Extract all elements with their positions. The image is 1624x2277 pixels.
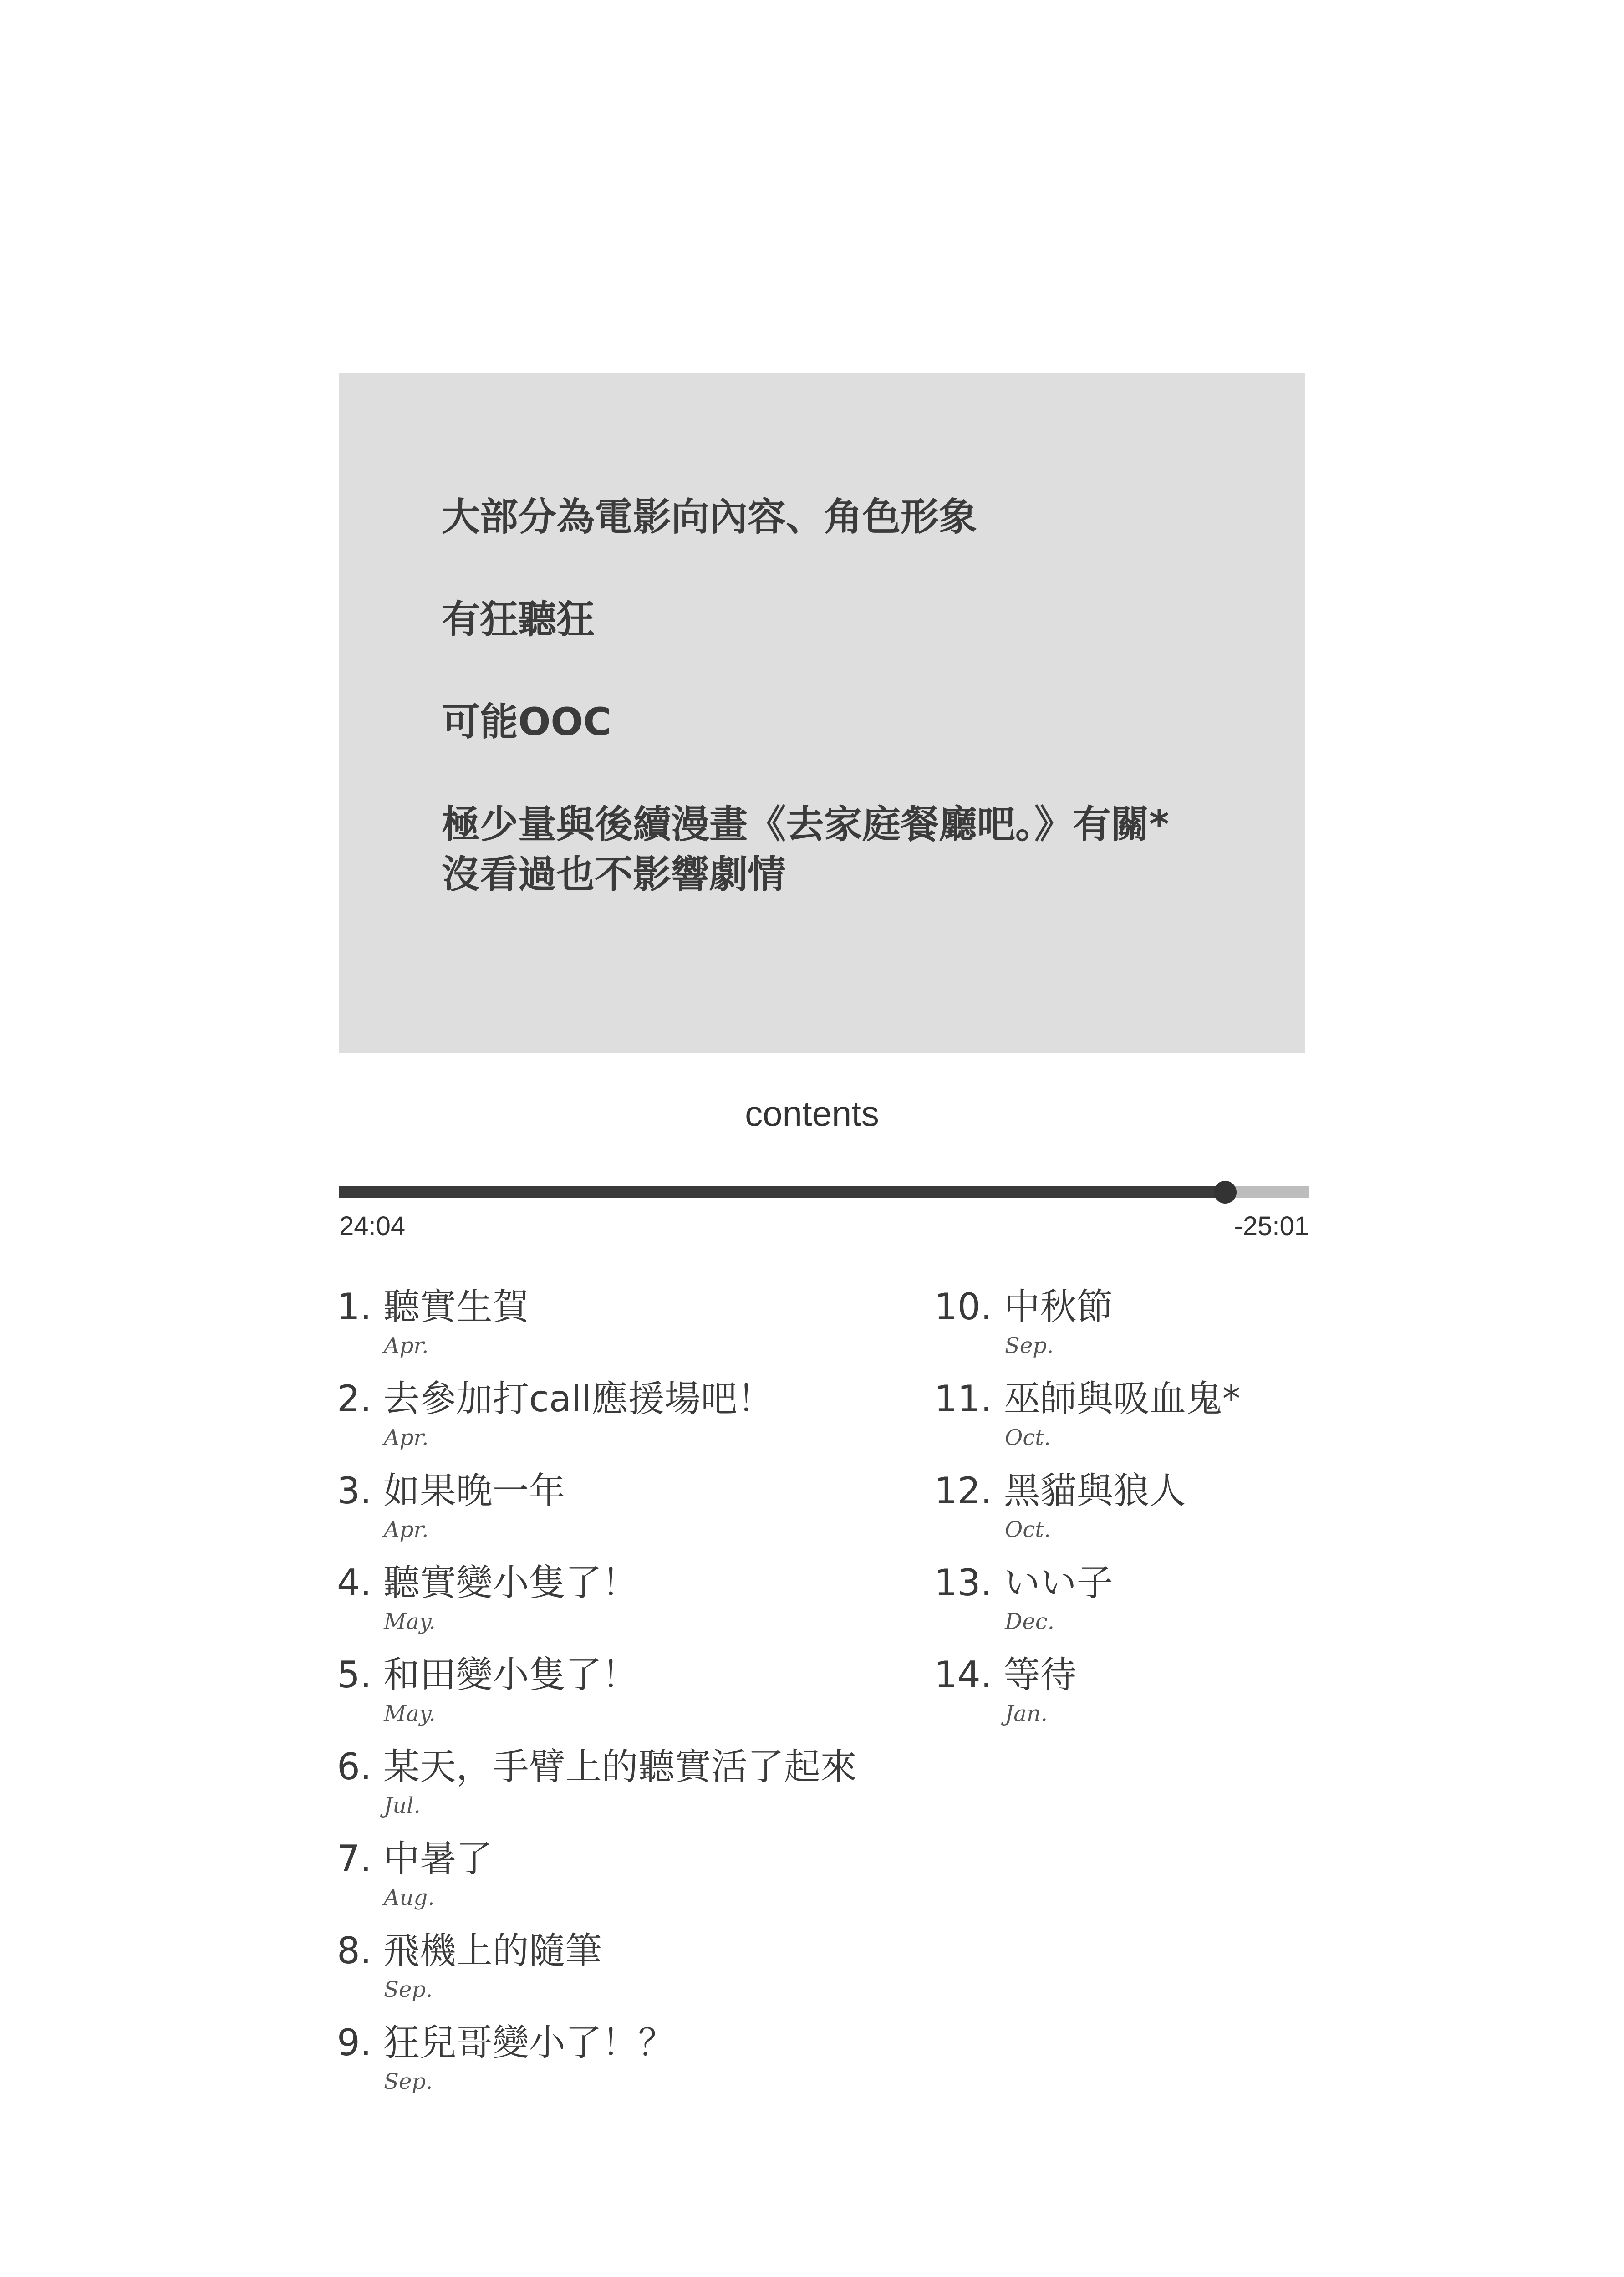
progress-knob[interactable]	[1214, 1181, 1237, 1204]
toc-title: 6. 某天，手臂上的聽實活了起來	[337, 1746, 857, 1788]
toc-item[interactable]	[337, 1742, 857, 1834]
toc-title: 11. 巫師與吸血鬼*	[934, 1378, 1241, 1420]
notice-line: 沒看過也不影響劇情	[442, 852, 786, 897]
toc-title: 4. 聽實變小隻了！	[337, 1562, 638, 1604]
toc-title: 7. 中暑了	[337, 1838, 493, 1880]
toc-column-right	[934, 1282, 1241, 1742]
toc-month: Apr.	[384, 1517, 429, 1542]
toc-month: Jul.	[384, 1793, 421, 1818]
toc-month: May.	[384, 1609, 436, 1634]
toc-title: 8. 飛機上的隨筆	[337, 1930, 602, 1972]
toc-month: Apr.	[384, 1333, 429, 1358]
toc-month: Sep.	[384, 1977, 433, 2002]
toc-title: 2. 去參加打call應援場吧！	[337, 1378, 774, 1420]
toc-month: May.	[384, 1701, 436, 1726]
toc-title: 14. 等待	[934, 1654, 1077, 1696]
toc-month: Apr.	[384, 1425, 429, 1450]
toc-title: 5. 和田變小隻了！	[337, 1654, 638, 1696]
toc-item[interactable]	[337, 2018, 857, 2110]
contents-title: contents	[745, 1093, 879, 1133]
toc-item[interactable]	[337, 1834, 857, 1926]
notice-line: 有狂聽狂	[442, 597, 595, 642]
progress-fill	[339, 1186, 1225, 1198]
toc-title: 1. 聽實生賀	[337, 1286, 529, 1328]
toc-item[interactable]	[934, 1558, 1241, 1650]
toc-month: Sep.	[1005, 1333, 1054, 1358]
elapsed-time: 24:04	[339, 1211, 406, 1241]
toc-item[interactable]	[337, 1466, 857, 1558]
toc-title: 9. 狂兒哥變小了！？	[337, 2022, 675, 2064]
toc-item[interactable]	[934, 1282, 1241, 1374]
progress-bar[interactable]	[339, 1186, 1309, 1198]
remaining-time: -25:01	[1234, 1211, 1309, 1241]
notice-line: 極少量與後續漫畫《去家庭餐廳吧。》有關*	[442, 802, 1169, 847]
toc-month: Jan.	[1005, 1701, 1048, 1726]
toc-month: Oct.	[1005, 1425, 1051, 1450]
toc-month: Aug.	[384, 1885, 435, 1910]
toc-title: 3. 如果晚一年	[337, 1470, 565, 1512]
toc-item[interactable]	[337, 1926, 857, 2018]
notice-line: 大部分為電影向內容、角色形象	[442, 495, 977, 539]
notice-line: 可能OOC	[442, 699, 611, 744]
toc-item[interactable]	[337, 1650, 857, 1742]
toc-item[interactable]	[934, 1466, 1241, 1558]
toc-item[interactable]	[934, 1650, 1241, 1742]
toc-item[interactable]	[337, 1374, 857, 1466]
toc-item[interactable]	[337, 1558, 857, 1650]
toc-title: 10. 中秋節	[934, 1286, 1113, 1328]
notice-box	[339, 373, 1305, 1053]
toc-title: 12. 黑貓與狼人	[934, 1470, 1186, 1512]
toc-month: Dec.	[1005, 1609, 1055, 1634]
toc-month: Oct.	[1005, 1517, 1051, 1542]
toc-column-left	[337, 1282, 857, 2110]
toc-item[interactable]	[934, 1374, 1241, 1466]
toc-title: 13. いい子	[934, 1562, 1113, 1604]
toc-month: Sep.	[384, 2069, 433, 2094]
toc-item[interactable]	[337, 1282, 857, 1374]
